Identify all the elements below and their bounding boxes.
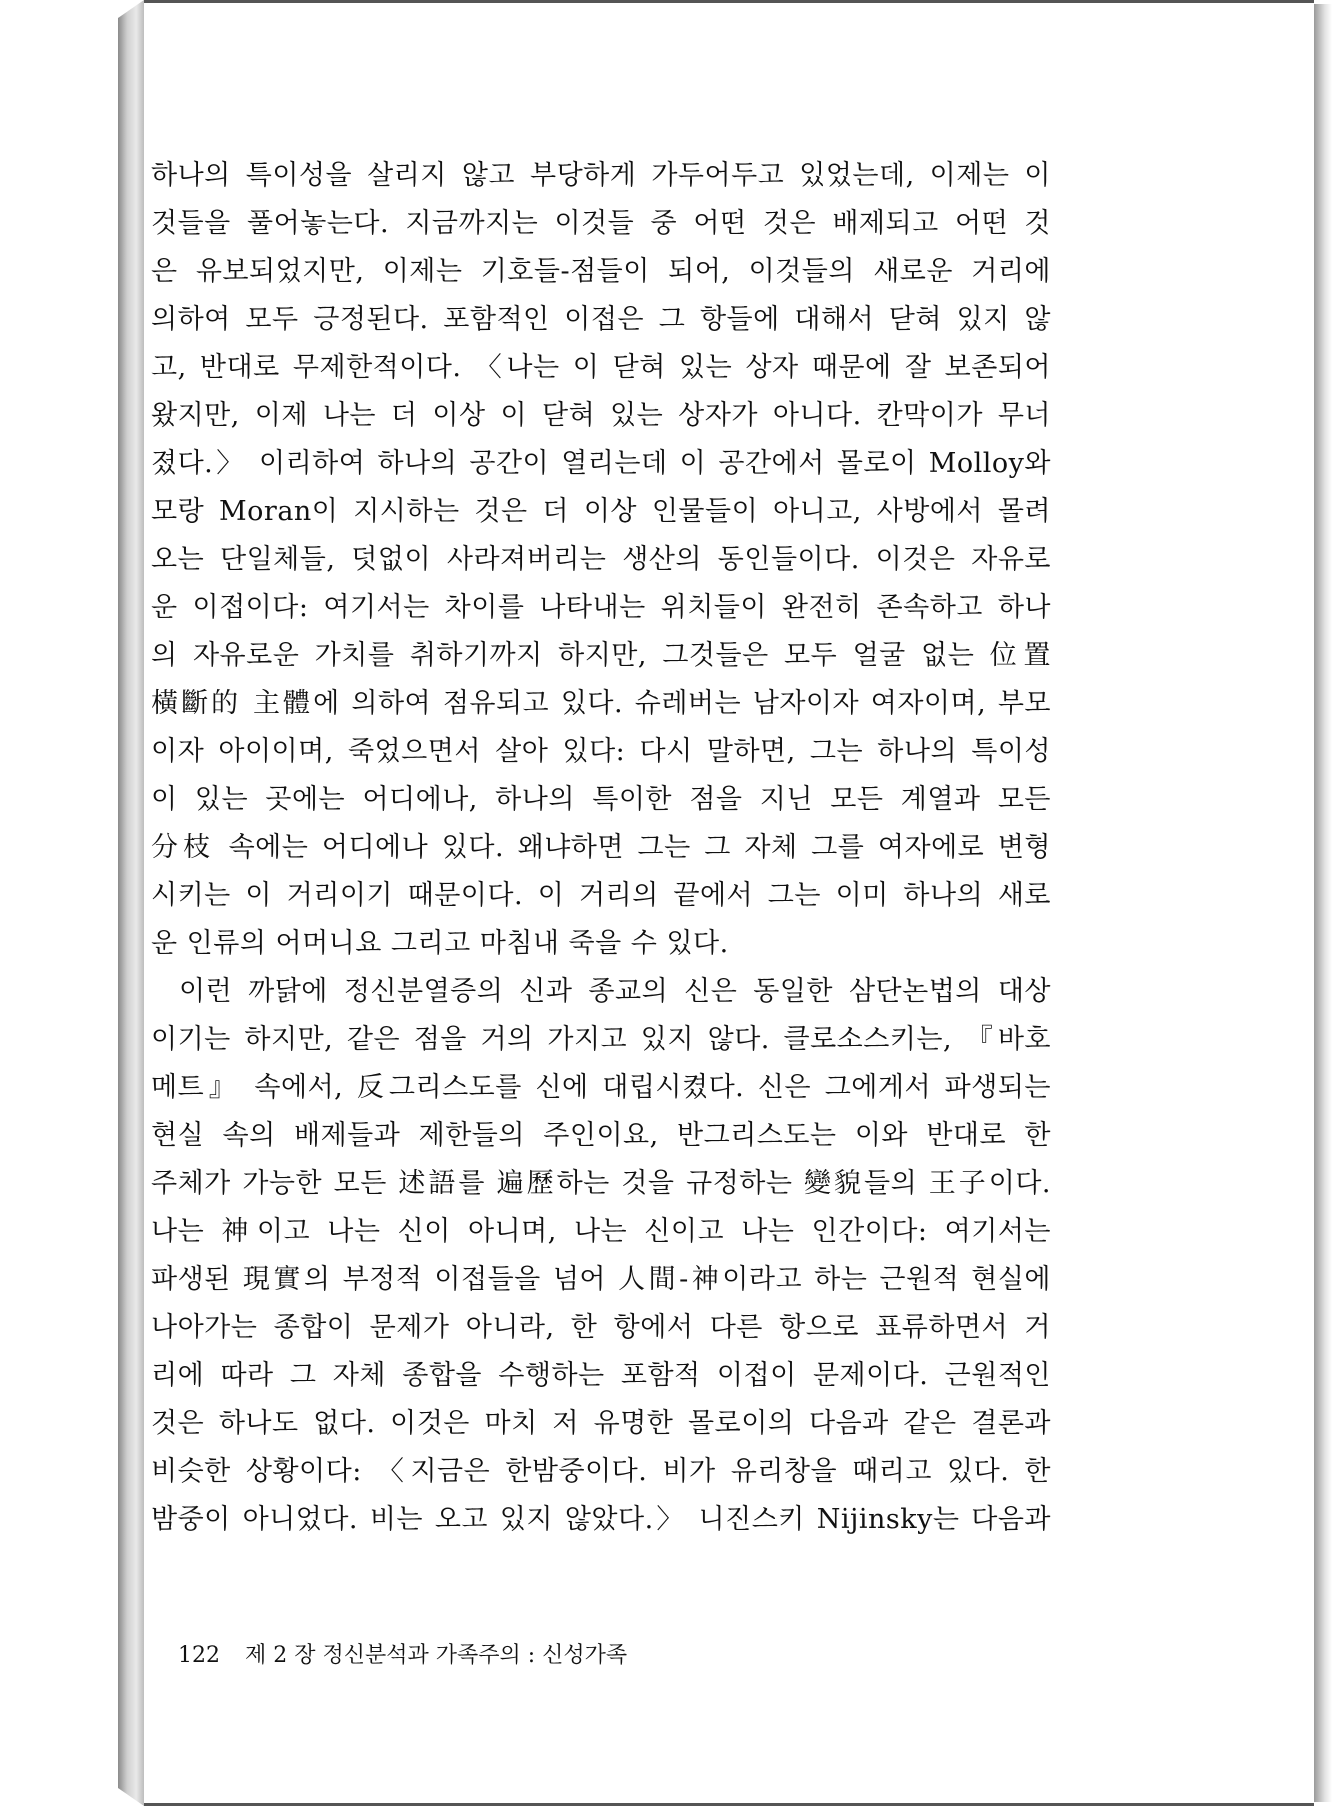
page-footer xyxy=(178,1638,627,1669)
text-line: 운 인류의 어머니요 그리고 마침내 죽을 수 있다. xyxy=(151,928,729,959)
text-line: 밤중이 아니었다. 비는 오고 있지 않았다.〉 니진스키 Nijinsky는 다음과 xyxy=(151,1504,1051,1535)
text-line: 시키는 이 거리이기 때문이다. 이 거리의 끝에서 그는 이미 하나의 새로 xyxy=(151,880,1051,911)
text-line: 의하여 모두 긍정된다. 포함적인 이접은 그 항들에 대해서 닫혀 있지 않 xyxy=(151,304,1051,335)
text-line: 의 자유로운 가치를 취하기까지 하지만, 그것들은 모두 얼굴 없는 位置 xyxy=(151,640,1051,671)
text-line: 왔지만, 이제 나는 더 이상 이 닫혀 있는 상자가 아니다. 칸막이가 무너 xyxy=(151,400,1051,431)
text-line: 은 유보되었지만, 이제는 기호들-점들이 되어, 이것들의 새로운 거리에 xyxy=(151,256,1051,287)
text-line: 分枝 속에는 어디에나 있다. 왜냐하면 그는 그 자체 그를 여자에로 변형 xyxy=(151,832,1051,863)
text-line: 나는 神이고 나는 신이 아니며, 나는 신이고 나는 인간이다: 여기서는 xyxy=(151,1216,1051,1247)
text-line: 운 이접이다: 여기서는 차이를 나타내는 위치들이 완전히 존속하고 하나 xyxy=(151,592,1051,623)
text-line: 이 있는 곳에는 어디에나, 하나의 특이한 점을 지닌 모든 계열과 모든 xyxy=(151,784,1051,815)
text-line: 비슷한 상황이다: 〈지금은 한밤중이다. 비가 유리창을 때리고 있다. 한 xyxy=(151,1456,1051,1487)
text-line: 것은 하나도 없다. 이것은 마치 저 유명한 몰로이의 다음과 같은 결론과 xyxy=(151,1408,1051,1439)
text-line: 이런 까닭에 정신분열증의 신과 종교의 신은 동일한 삼단논법의 대상 xyxy=(179,976,1051,1007)
text-line: 모랑 Moran이 지시하는 것은 더 이상 인물들이 아니고, 사방에서 몰려 xyxy=(151,496,1051,527)
text-line: 리에 따라 그 자체 종합을 수행하는 포함적 이접이 문제이다. 근원적인 xyxy=(151,1360,1051,1391)
text-line: 하나의 특이성을 살리지 않고 부당하게 가두어두고 있었는데, 이제는 이 xyxy=(151,160,1051,191)
text-line: 橫斷的 主體에 의하여 점유되고 있다. 슈레버는 남자이자 여자이며, 부모 xyxy=(151,688,1051,719)
text-line: 현실 속의 배제들과 제한들의 주인이요, 반그리스도는 이와 반대로 한 xyxy=(151,1120,1051,1151)
body-text xyxy=(151,152,1051,1544)
text-line: 것들을 풀어놓는다. 지금까지는 이것들 중 어떤 것은 배제되고 어떤 것 xyxy=(151,208,1051,239)
book-spine-edge xyxy=(118,0,144,1806)
text-line: 메트』 속에서, 反그리스도를 신에 대립시켰다. 신은 그에게서 파생되는 xyxy=(151,1072,1051,1103)
text-line: 이자 아이이며, 죽었으면서 살아 있다: 다시 말하면, 그는 하나의 특이성 xyxy=(151,736,1051,767)
text-line: 파생된 現實의 부정적 이접들을 넘어 人間-神이라고 하는 근원적 현실에 xyxy=(151,1264,1051,1295)
page-shadow xyxy=(1314,4,1332,1802)
page-number: 122 xyxy=(178,1643,220,1668)
text-line: 고, 반대로 무제한적이다. 〈나는 이 닫혀 있는 상자 때문에 잘 보존되어 xyxy=(151,352,1051,383)
text-line: 오는 단일체들, 덧없이 사라져버리는 생산의 동인들이다. 이것은 자유로 xyxy=(151,544,1051,575)
text-line: 이기는 하지만, 같은 점을 거의 가지고 있지 않다. 클로소스키는, 『바호 xyxy=(151,1024,1051,1055)
running-head: 제 2 장 정신분석과 가족주의 : 신성가족 xyxy=(245,1643,628,1668)
text-line: 주체가 가능한 모든 述語를 遍歷하는 것을 규정하는 變貌들의 王子이다. xyxy=(151,1168,1051,1199)
text-line: 나아가는 종합이 문제가 아니라, 한 항에서 다른 항으로 표류하면서 거 xyxy=(151,1312,1051,1343)
text-line: 졌다.〉 이리하여 하나의 공간이 열리는데 이 공간에서 몰로이 Molloy와 xyxy=(151,448,1051,479)
